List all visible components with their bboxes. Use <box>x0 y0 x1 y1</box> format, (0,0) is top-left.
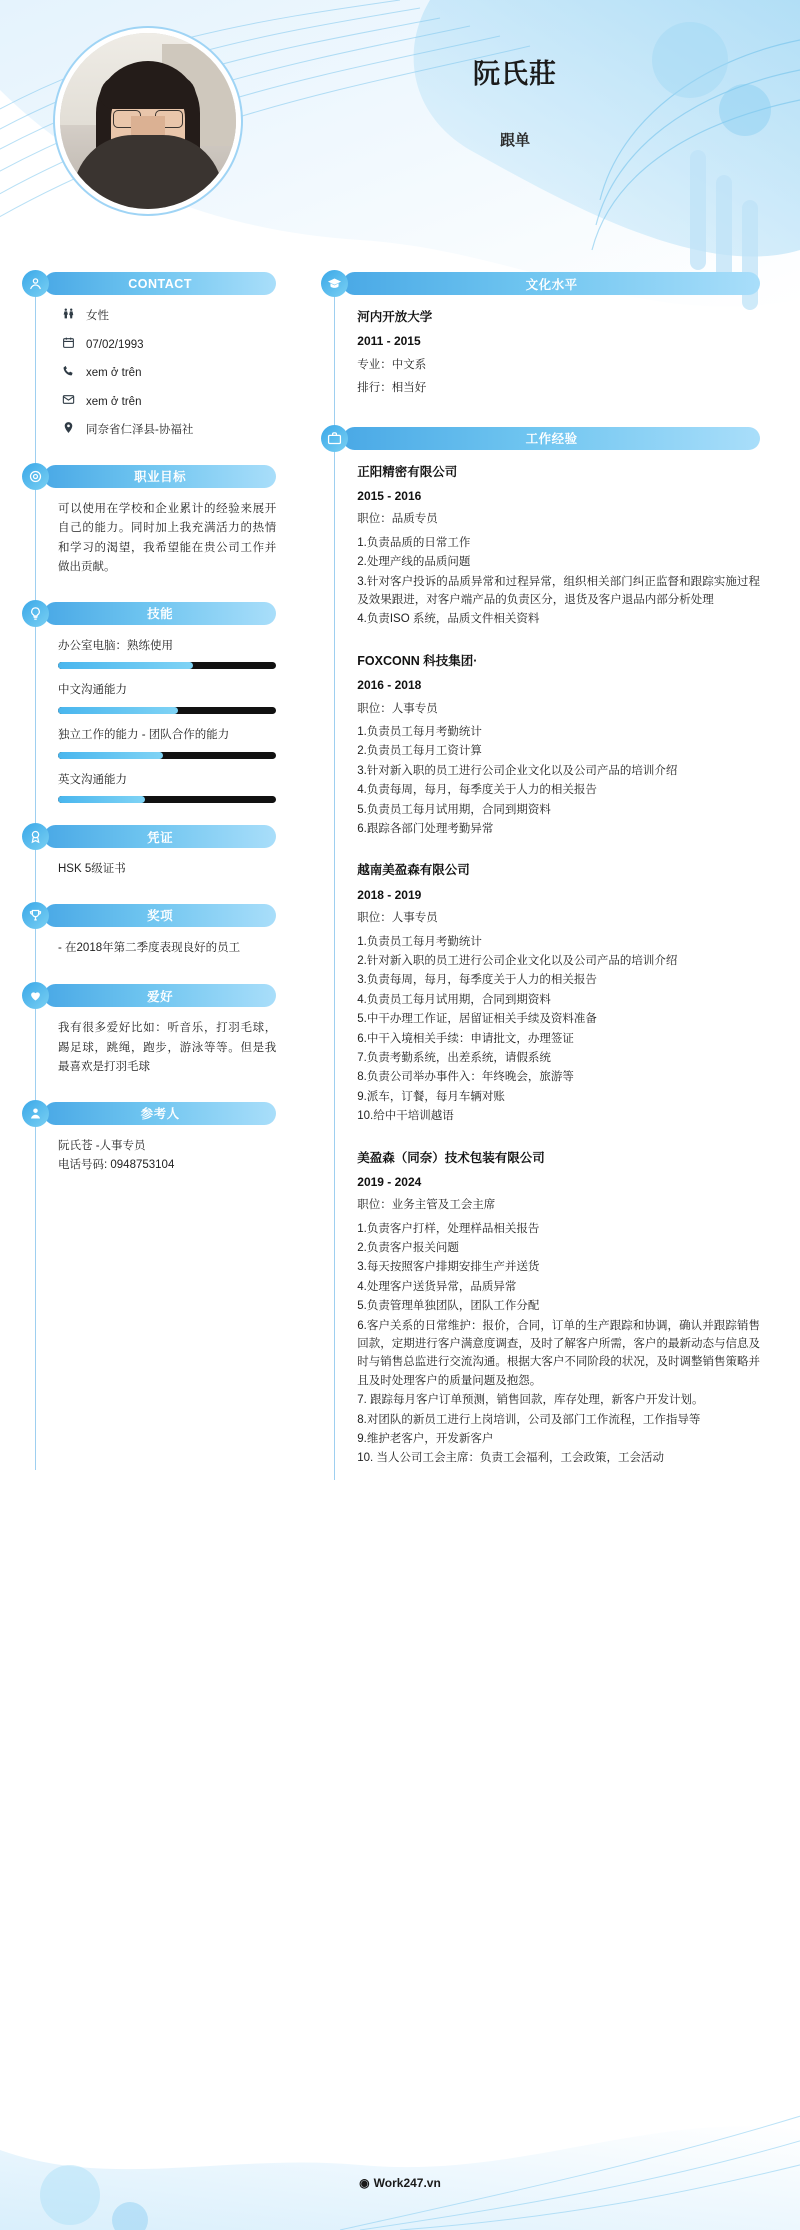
section-skills <box>22 600 276 803</box>
duty: 5.中干办理工作证，居留证相关手续及资料准备 <box>357 1013 597 1026</box>
badge-icon <box>22 823 49 850</box>
skill-item <box>58 637 276 670</box>
duty: 2.针对新入职的员工进行公司企业文化以及公司产品的培训介绍 <box>357 954 678 967</box>
duty: 1.负责品质的日常工作 <box>357 536 471 549</box>
section-contact <box>22 270 276 441</box>
duty: 3.针对客户投诉的品质异常和过程异常，组织相关部门纠正监督和跟踪实施过程及效果跟进，对客户端产品的负责区分，退货及客户退品内部分析处理 <box>357 575 760 607</box>
duty: 2.处理产线的品质问题 <box>357 556 471 569</box>
left-column <box>22 270 276 1490</box>
avatar <box>55 28 241 214</box>
duty: 9.维护老客户，开发新客户 <box>357 1432 494 1445</box>
person-icon <box>22 1100 49 1127</box>
job-duties <box>357 1220 760 1468</box>
avatar-photo <box>60 33 236 209</box>
briefcase-icon <box>321 425 348 452</box>
contact-text: xem ở trên <box>86 367 142 380</box>
duty: 10. 当人公司工会主席：负责工会福利，工会政策，工会活动 <box>357 1452 664 1465</box>
duty: 6.跟踪各部门处理考勤异常 <box>357 823 494 836</box>
skill-bar-track <box>58 662 276 669</box>
duty: 4.处理客户送货异常，品质异常 <box>357 1280 517 1293</box>
experience-list <box>357 452 760 1468</box>
duty: 8.对团队的新员工进行上岗培训，公司及部门工作流程，工作指导等 <box>357 1413 701 1426</box>
hobbies-text: 我有很多爱好比如：听音乐，打羽毛球，踢足球，跳绳，跑步，游泳等等。但是我最喜欢是打羽毛球 <box>58 1022 277 1074</box>
section-certificate <box>22 823 276 880</box>
contact-item-gender <box>58 307 276 327</box>
section-objective <box>22 463 276 578</box>
section-education <box>321 270 760 399</box>
company-name: FOXCONN 科技集团· <box>357 653 478 668</box>
skill-label: 英文沟通能力 <box>58 773 127 786</box>
user-circle-icon <box>22 270 49 297</box>
certificate-item: HSK 5级证书 <box>58 863 126 876</box>
job-duties <box>357 723 760 838</box>
section-title-contact: CONTACT <box>44 272 276 295</box>
duty: 7. 跟踪每月客户订单预测，销售回款，库存处理，新客户开发计划。 <box>357 1394 704 1407</box>
contact-item-email[interactable] <box>58 393 276 413</box>
resume-header <box>0 0 800 270</box>
resume-body <box>0 270 800 1490</box>
contact-text: xem ở trên <box>86 395 142 408</box>
section-title-education: 文化水平 <box>343 272 760 295</box>
experience-item <box>357 1148 760 1468</box>
skill-bar-track <box>58 796 276 803</box>
skill-label: 独立工作的能力 - 团队合作的能力 <box>58 729 230 742</box>
duty: 4.负责员工每月试用期，合同到期资料 <box>357 993 551 1006</box>
skill-item <box>58 726 276 759</box>
section-experience <box>321 425 760 1468</box>
section-awards <box>22 902 276 959</box>
heart-icon <box>22 982 49 1009</box>
education-block <box>357 297 760 399</box>
section-title-skills: 技能 <box>44 602 276 625</box>
duty: 2.负责客户报关问题 <box>357 1242 459 1255</box>
gender-icon <box>58 307 78 320</box>
job-duties <box>357 534 760 629</box>
section-title-experience: 工作经验 <box>343 427 760 450</box>
award-item: - 在2018年第二季度表现良好的员工 <box>58 941 241 954</box>
reference-info <box>58 1127 276 1176</box>
skill-item <box>58 771 276 804</box>
skills-list <box>58 627 276 803</box>
duty: 9.派车，订餐，每月车辆对账 <box>357 1090 505 1103</box>
experience-item <box>357 860 760 1125</box>
background-decoration-bottom <box>0 1990 800 2230</box>
calendar-icon <box>58 336 78 349</box>
contact-text: 女性 <box>86 310 109 322</box>
duty: 4.负责ISO 系统，品质文件相关资料 <box>357 613 540 626</box>
contact-item-birthday <box>58 336 276 356</box>
job-position: 职位：人事专员 <box>357 912 438 925</box>
contact-item-address <box>58 421 276 441</box>
job-duties <box>357 933 760 1126</box>
duty: 1.负责客户打样，处理样品相关报告 <box>357 1222 540 1235</box>
company-years: 2016 - 2018 <box>357 678 422 693</box>
contact-list <box>58 307 276 441</box>
company-name: 越南美盈森有限公司 <box>357 863 470 878</box>
contact-text: 07/02/1993 <box>86 338 144 351</box>
contact-text: 同奈省仁泽县-协福社 <box>86 424 194 437</box>
duty: 3.每天按照客户排期安排生产并送货 <box>357 1261 540 1274</box>
job-position: 职位：业务主管及工会主席 <box>357 1199 496 1212</box>
job-position: 职位：人事专员 <box>357 702 438 715</box>
school-rank: 排行：相当好 <box>357 382 427 395</box>
duty: 8.负责公司举办事件入：年终晚会，旅游等 <box>357 1071 574 1084</box>
skill-bar-track <box>58 752 276 759</box>
footer <box>0 2176 800 2190</box>
duty: 5.负责管理单独团队，团队工作分配 <box>357 1300 540 1313</box>
mail-icon <box>58 393 78 406</box>
company-name: 美盈森（同奈）技术包装有限公司 <box>357 1150 545 1165</box>
duty: 1.负责员工每月考勤统计 <box>357 726 482 739</box>
graduation-cap-icon <box>321 270 348 297</box>
skill-label: 办公室电脑：熟练使用 <box>58 639 173 652</box>
objective-text: 可以使用在学校和企业累计的经验来展开自己的能力。同时加上我充满活力的热情和学习的渴望，我希望能在贵公司工作并做出贡献。 <box>58 502 277 574</box>
skill-label: 中文沟通能力 <box>58 684 127 697</box>
section-title-hobbies: 爱好 <box>44 984 276 1007</box>
company-years: 2015 - 2016 <box>357 488 422 503</box>
duty: 7.负责考勤系统，出差系统，请假系统 <box>357 1051 551 1064</box>
duty: 4.负责每周，每月，每季度关于人力的相关报告 <box>357 784 597 797</box>
school-years: 2011 - 2015 <box>357 334 421 349</box>
section-reference <box>22 1100 276 1176</box>
candidate-role: 跟单 <box>499 132 530 149</box>
duty: 6.中干入境相关手续：申请批文，办理签证 <box>357 1032 574 1045</box>
school-name: 河内开放大学 <box>357 310 433 324</box>
bulb-icon <box>22 600 49 627</box>
trophy-icon <box>22 902 49 929</box>
globe-icon: ◉ <box>359 2176 370 2190</box>
reference-phone: 电话号码: 0948753104 <box>58 1159 175 1172</box>
footer-text: Work247.vn <box>373 2176 441 2190</box>
duty: 3.负责每周，每月，每季度关于人力的相关报告 <box>357 974 597 987</box>
duty: 10.给中干培训越语 <box>357 1110 454 1123</box>
location-icon <box>58 421 78 434</box>
experience-item <box>357 462 760 629</box>
section-title-certificate: 凭证 <box>44 825 276 848</box>
right-column <box>321 270 760 1490</box>
job-position: 职位：品质专员 <box>357 513 438 526</box>
section-title-reference: 参考人 <box>44 1102 276 1125</box>
duty: 2.负责员工每月工资计算 <box>357 745 482 758</box>
experience-item <box>357 651 760 839</box>
company-years: 2019 - 2024 <box>357 1174 422 1189</box>
reference-name: 阮氏苍 -人事专员 <box>58 1139 146 1152</box>
duty: 3.针对新入职的员工进行公司企业文化以及公司产品的培训介绍 <box>357 764 678 777</box>
duty: 1.负责员工每月考勤统计 <box>357 935 482 948</box>
company-name: 正阳精密有限公司 <box>357 464 458 479</box>
phone-icon <box>58 364 78 377</box>
duty: 5.负责员工每月试用期，合同到期资料 <box>357 803 551 816</box>
school-major: 专业：中文系 <box>357 358 427 371</box>
candidate-name: 阮氏莊 <box>473 59 557 89</box>
section-hobbies <box>22 982 276 1078</box>
company-years: 2018 - 2019 <box>357 887 422 902</box>
section-title-objective: 职业目标 <box>44 465 276 488</box>
section-title-awards: 奖项 <box>44 904 276 927</box>
skill-bar-track <box>58 707 276 714</box>
duty: 6.客户关系的日常维护：报价，合同，订单的生产跟踪和协调，确认并跟踪销售回款，定期进行客户满意度调查，及时了解客户所需，客户的最新动态与信息及时与销售总监进行交流沟通。根据大客户不同阶段的状况，及时调整销售策略并且及时处理客户的质量问题及抱怨。 <box>357 1319 760 1387</box>
contact-item-phone[interactable] <box>58 364 276 384</box>
skill-item <box>58 681 276 714</box>
target-icon <box>22 463 49 490</box>
